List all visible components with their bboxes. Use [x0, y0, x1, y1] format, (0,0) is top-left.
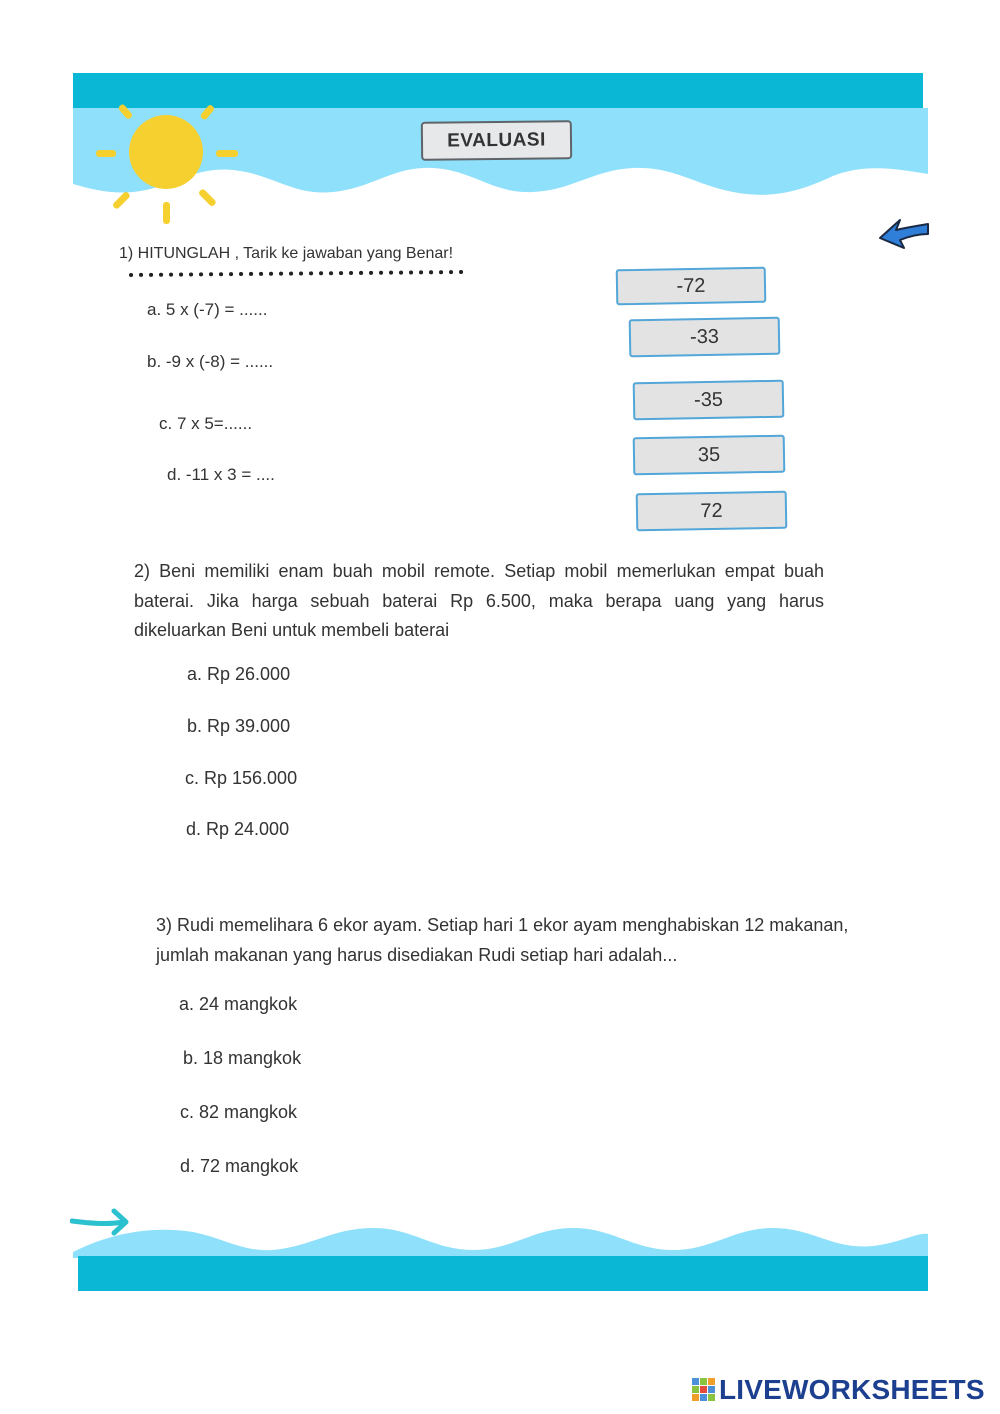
question-3-option-d[interactable]: d. 72 mangkok [180, 1156, 299, 1176]
question-2-option-a[interactable]: a. Rp 26.000 [187, 664, 291, 684]
answer-choice-35[interactable]: 35 [633, 435, 786, 476]
answer-choice-72[interactable]: 72 [636, 491, 788, 532]
question-3-option-c[interactable]: c. 82 mangkok [180, 1102, 298, 1122]
question-1-instruction: 1) HITUNGLAH , Tarik ke jawaban yang Benar! [119, 245, 454, 262]
question-3-option-b[interactable]: b. 18 mangkok [183, 1048, 302, 1068]
arrow-left-icon [878, 214, 930, 252]
question-1-item-c: c. 7 x 5=...... [159, 414, 253, 433]
dotted-divider [129, 266, 469, 280]
answer-choice-minus-33[interactable]: -33 [629, 317, 781, 358]
question-2-text: 2) Beni memiliki enam buah mobil remote. Setiap mobil memerlukan empat buah baterai. Jika harga sebuah baterai Rp 6.500, maka berapa uang yang harus dikeluarkan Beni untuk membeli baterai [134, 561, 824, 640]
footer-wave [73, 1222, 928, 1258]
question-2-option-b[interactable]: b. Rp 39.000 [187, 716, 291, 736]
page-title: EVALUASI [421, 120, 572, 161]
question-3-text: 3) Rudi memelihara 6 ekor ayam. Setiap hari 1 ekor ayam menghabiskan 12 makanan, jumlah makanan yang harus disediakan Rudi setiap hari adalah... [156, 915, 849, 965]
question-1-item-a: a. 5 x (-7) = ...... [147, 300, 268, 319]
question-2-option-c[interactable]: c. Rp 156.000 [185, 768, 298, 788]
brand-name: LIVEWORKSHEETS [719, 1374, 985, 1405]
question-1-item-d: d. -11 x 3 = .... [167, 465, 275, 484]
answer-choice-minus-35[interactable]: -35 [633, 380, 785, 421]
liveworksheets-logo-icon [692, 1378, 716, 1402]
footer-bottom-bar [78, 1256, 928, 1291]
question-3-option-a[interactable]: a. 24 mangkok [179, 994, 298, 1014]
sun-icon [92, 102, 242, 227]
answer-choice-minus-72[interactable]: -72 [616, 267, 767, 306]
question-1-item-b: b. -9 x (-8) = ...... [147, 352, 274, 371]
liveworksheets-logo [692, 1374, 985, 1406]
question-2-option-d[interactable]: d. Rp 24.000 [186, 819, 290, 839]
